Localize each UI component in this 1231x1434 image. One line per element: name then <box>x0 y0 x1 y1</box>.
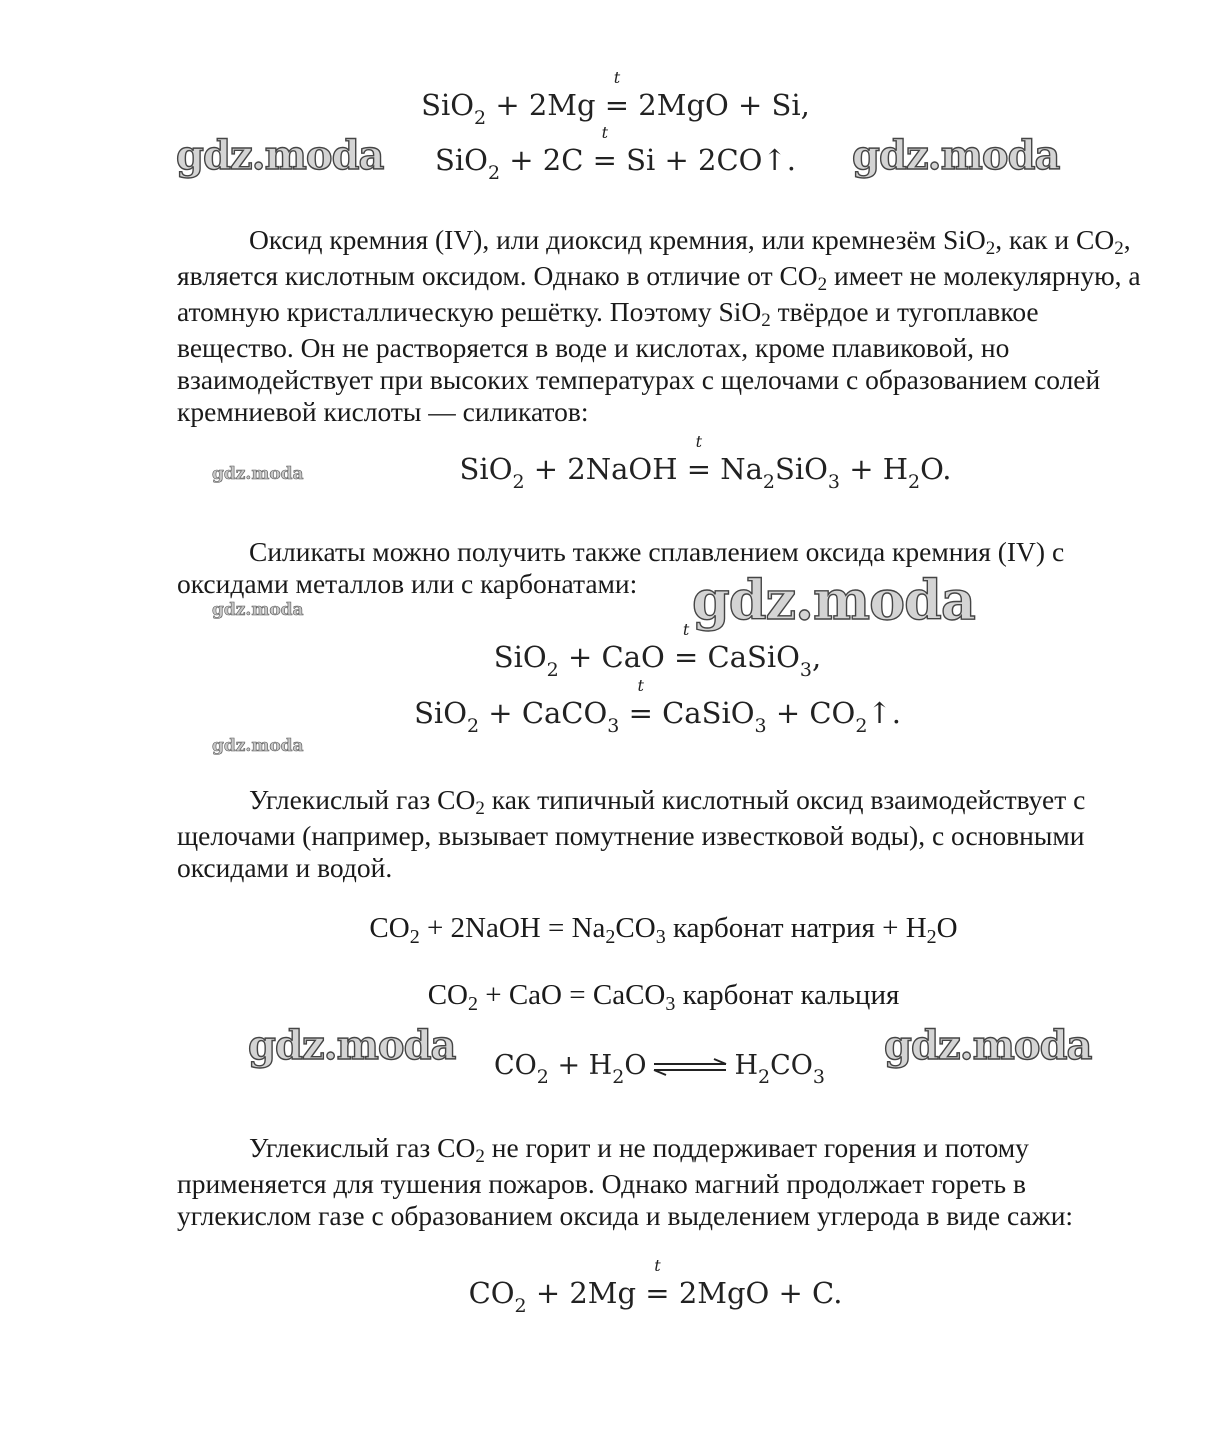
eq-sub: 2 <box>474 107 487 129</box>
eq-term: SiO <box>421 88 475 122</box>
paragraph-carbon-dioxide: Углекислый газ CO2 как типичный кислотный оксид взаимодействует с щелочами (например, вызывает помутнение известковой воды), с основными оксидами и водой. <box>177 784 1086 883</box>
eq-term: Si + 2CO↑. <box>616 143 796 177</box>
heat-equals-sign: t = <box>686 432 712 486</box>
heat-equals-sign: t = <box>604 68 630 122</box>
watermark: gdz.moda <box>176 132 384 179</box>
heat-equals-sign: t = <box>673 620 699 674</box>
heat-equals-sign: t = <box>628 676 653 730</box>
equilibrium-arrow-icon <box>652 1058 728 1076</box>
equation-sio2-cao: SiO$_2$ + CaO t = CaSiO$_3$, <box>493 620 822 681</box>
watermark: gdz.moda <box>248 1022 456 1069</box>
watermark: gdz.moda <box>692 568 975 632</box>
equation-sio2-mg <box>0 68 1231 129</box>
heat-equals-sign: t = <box>645 1256 670 1310</box>
paragraph-co2-fire: Углекислый газ CO2 не горит и не поддерживает горения и потому применяется для тушения пожаров. Однако магний продолжает гореть в углекислом газе с образованием оксида и выделением углерода в виде сажи: <box>177 1132 1074 1231</box>
eq-term: 2MgO + Si, <box>629 88 810 122</box>
paragraph-silicates: Силикаты можно получить также сплавлением оксида кремния (IV) с оксидами металлов или с карбонатами: <box>177 536 1065 599</box>
watermark: gdz.moda <box>212 600 304 620</box>
equation-sio2-naoh: SiO$_2$ + 2NaOH t = $Na_2SiO_3 + H_2O$. <box>459 432 952 493</box>
eq-term: + 2Mg <box>486 88 605 122</box>
watermark: gdz.moda <box>212 464 304 484</box>
watermark: gdz.moda <box>884 1022 1092 1069</box>
heat-mark: t <box>601 123 608 142</box>
equation-co2-cao: $CO_2$ + CaO = CaCO$_3$ карбонат кальция <box>427 979 900 1015</box>
equation-co2-h2o: $CO_2 + H_2O$ $H_2CO_3$ <box>494 1050 825 1088</box>
equation-sio2-caco3: SiO$_2$ + CaCO$_3$ t = CaSiO$_3$ + $CO_2↑$. <box>414 676 901 737</box>
heat-mark: t <box>613 68 621 87</box>
eq-term: + 2C <box>500 143 593 177</box>
watermark: gdz.moda <box>852 132 1060 179</box>
heat-equals-sign: t = <box>592 123 617 177</box>
watermark: gdz.moda <box>212 736 304 756</box>
eq-term: SiO <box>435 143 488 177</box>
equation-co2-mg: $CO_2 + 2Mg$ t = 2MgO + C. <box>468 1256 843 1317</box>
paragraph-silicon-oxide: Оксид кремния (IV), или диоксид кремния, или кремнезём SiO2, как и CO2, является кислотным оксидом. Однако в отличие от CO2 имеет не молекулярную, а атомную кристаллическую решётку. Поэтому SiO2 твёрдое и тугоплавкое вещество. Он не растворяется в воде и кислотах, кроме плавиковой, но взаимодействует при высоких температурах с щелочами с образованием солей кремниевой кислоты — силикатов: <box>177 224 1141 427</box>
equation-co2-naoh: $CO_2$ + 2NaOH = $Na_2CO_3$ карбонат натрия + $H_2O$ <box>369 912 958 948</box>
eq-sub: 2 <box>487 162 501 184</box>
